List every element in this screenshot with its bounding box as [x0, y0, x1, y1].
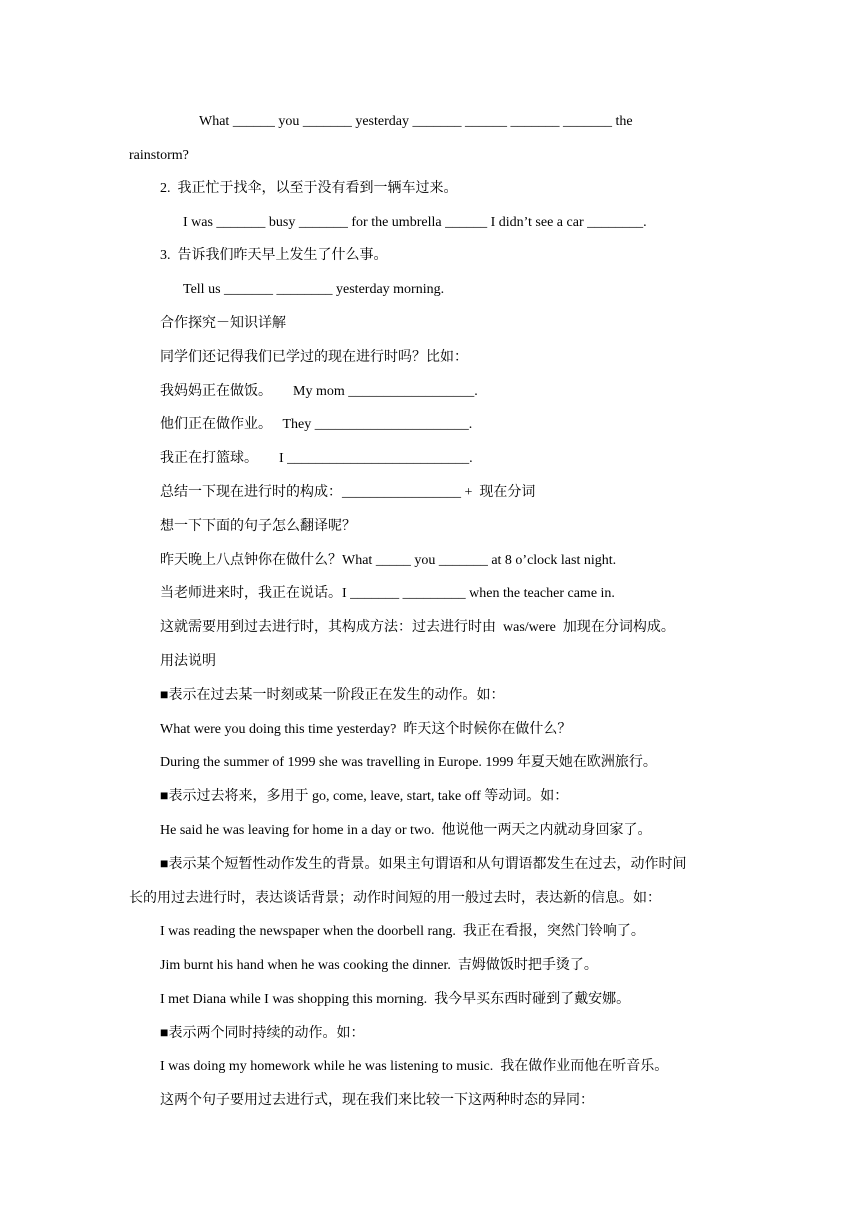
- exercise-2-english: I was _______ busy _______ for the umbrella ______ I didn’t see a car ________.: [183, 215, 647, 230]
- comparison-intro: 这两个句子要用过去进行式，现在我们来比较一下这两种时态的异同：: [160, 1093, 594, 1108]
- example-line: 我正在打篮球。 I __________________________.: [160, 451, 473, 466]
- usage-rule: ■表示过去将来，多用于 go, come, leave, start, take off 等动词。如：: [160, 789, 569, 804]
- example-line: 我妈妈正在做饭。 My mom __________________.: [160, 384, 478, 399]
- usage-example: I was doing my homework while he was listening to music. 我在做作业而他在听音乐。: [160, 1059, 669, 1074]
- usage-example: What were you doing this time yesterday? 昨天这个时候你在做什么？: [160, 722, 572, 737]
- translate-line: 昨天晚上八点钟你在做什么？What _____ you _______ at 8 o’clock last night.: [160, 553, 617, 568]
- summary-line: 总结一下现在进行时的构成：_________________ + 现在分词: [160, 485, 536, 500]
- usage-rule-continued: 长的用过去进行时，表达谈话背景；动作时间短的用一般过去时，表达新的信息。如：: [129, 891, 661, 906]
- usage-example: He said he was leaving for home in a day or two. 他说他一两天之内就动身回家了。: [160, 823, 652, 838]
- exercise-1-english-line1: What ______ you _______ yesterday _______ ______ _______ _______ the: [199, 114, 633, 129]
- usage-example: I met Diana while I was shopping this morning. 我今早买东西时碰到了戴安娜。: [160, 992, 631, 1007]
- usage-example: During the summer of 1999 she was travelling in Europe. 1999 年夏天她在欧洲旅行。: [160, 755, 657, 770]
- translate-line: 当老师进来时，我正在说话。I _______ _________ when the teacher came in.: [160, 586, 615, 601]
- intro-question: 同学们还记得我们已学过的现在进行时吗？比如：: [160, 350, 468, 365]
- usage-rule: ■表示在过去某一时刻或某一阶段正在发生的动作。如：: [160, 688, 505, 703]
- translate-question: 想一下下面的句子怎么翻译呢？: [160, 519, 356, 534]
- usage-rule: ■表示某个短暂性动作发生的背景。如果主句谓语和从句谓语都发生在过去，动作时间: [160, 857, 687, 872]
- section-heading: 合作探究－知识详解: [160, 316, 286, 331]
- usage-example: I was reading the newspaper when the doorbell rang. 我正在看报，突然门铃响了。: [160, 924, 645, 939]
- construction-rule: 这就需要用到过去进行时，其构成方法：过去进行时由 was/were 加现在分词构成。: [160, 620, 675, 635]
- exercise-3-english: Tell us _______ ________ yesterday morning.: [183, 282, 445, 297]
- exercise-3-chinese: 3. 告诉我们昨天早上发生了什么事。: [160, 248, 388, 263]
- example-line: 他们正在做作业。 They ______________________.: [160, 417, 473, 432]
- usage-heading: 用法说明: [160, 654, 216, 669]
- usage-rule: ■表示两个同时持续的动作。如：: [160, 1026, 365, 1041]
- exercise-1-english-line2: rainstorm?: [129, 148, 189, 163]
- usage-example: Jim burnt his hand when he was cooking the dinner. 吉姆做饭时把手烫了。: [160, 958, 598, 973]
- exercise-2-chinese: 2. 我正忙于找伞，以至于没有看到一辆车过来。: [160, 181, 458, 196]
